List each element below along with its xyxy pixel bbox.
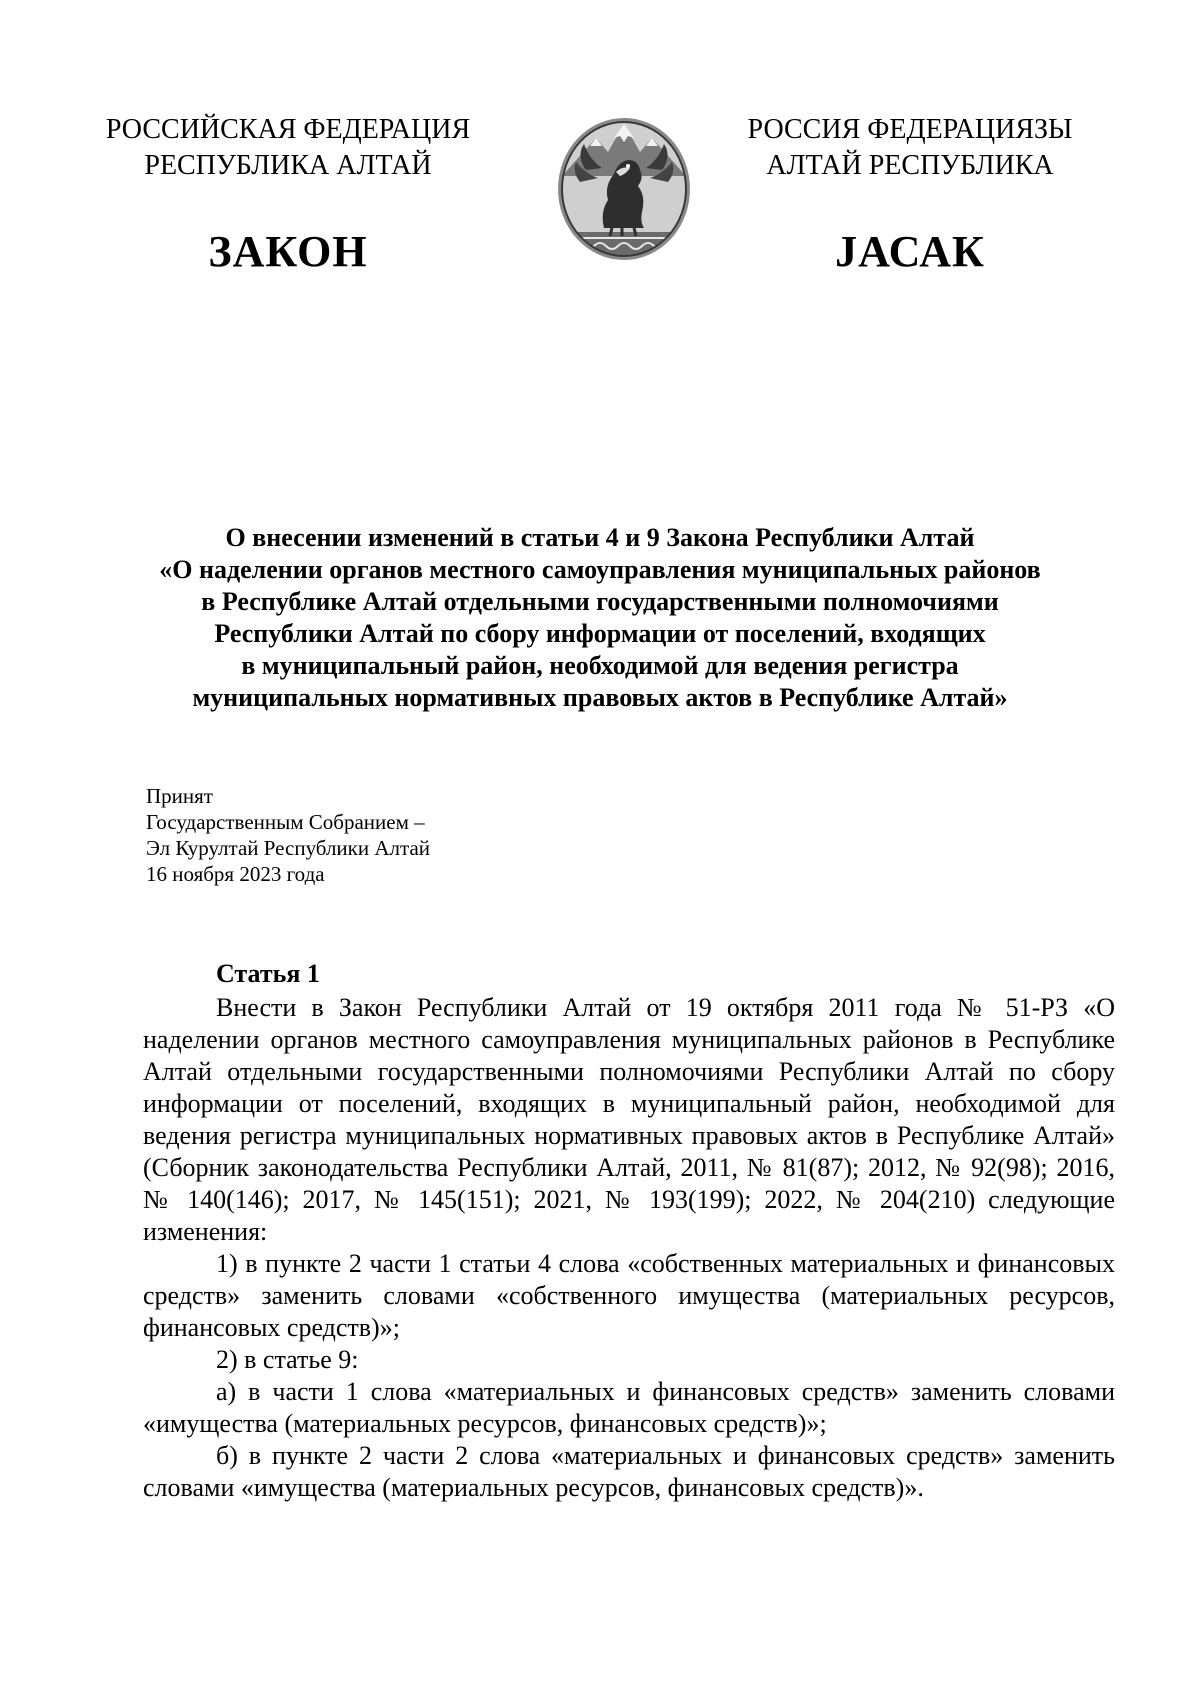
header-altai [700, 112, 1120, 184]
article-heading: Статья 1 [216, 959, 320, 988]
title-line: Республики Алтай по сбору информации от поселений, входящих [214, 619, 986, 648]
law-title [130, 522, 1070, 714]
article-paragraph: 2) в статье 9: [216, 1345, 359, 1374]
header-right-line-1: РОССИЯ ФЕДЕРАЦИЯЗЫ [747, 114, 1073, 145]
coat-of-arms-icon [556, 116, 692, 262]
header-left-line-1: РОССИЙСКАЯ ФЕДЕРАЦИЯ [105, 114, 471, 145]
header-right-line-2: АЛТАЙ РЕСПУБЛИКА [766, 150, 1054, 181]
article-paragraph: Внести в Закон Республики Алтай от 19 октября 2011 года № 51-РЗ «О наделении органов местного самоуправления муниципальных районов в Республике Алтай отдельными государственными полномочиями Республики Алтай по сбору информации от поселений, входящих в муниципальный район, необходимой для ведения регистра муниципальных нормативных правовых актов в Республике Алтай» (Сборник законодательства Республики Алтай, 2011, № 81(87); 2012, № 92(98); 2016, № 140(146); 2017, № 145(151); 2021, № 193(199); 2022, № 204(210) следующие изменения: [143, 993, 1115, 1246]
header-russian [78, 112, 498, 184]
adoption-block [146, 783, 430, 887]
article-body [143, 992, 1115, 1504]
title-line: О внесении изменений в статьи 4 и 9 Закона Республики Алтай [225, 523, 975, 552]
title-line: в Республике Алтай отдельными государственными полномочиями [201, 587, 999, 616]
article-paragraph: б) в пункте 2 части 2 слова «материальных и финансовых средств» заменить словами «имущества (материальных ресурсов, финансовых средств)». [143, 1441, 1115, 1502]
header-left-line-2: РЕСПУБЛИКА АЛТАЙ [144, 150, 432, 181]
adoption-line: Государственным Собранием – [146, 810, 425, 834]
adoption-date: 16 ноября 2023 года [146, 862, 325, 886]
title-line: в муниципальный район, необходимой для ведения регистра [241, 651, 959, 680]
adoption-line: Принят [146, 784, 213, 808]
law-heading-russian: ЗАКОН [208, 227, 368, 276]
adoption-line: Эл Курултай Республики Алтай [146, 836, 431, 860]
law-heading-altai: JАСАК [835, 227, 985, 276]
article-paragraph: а) в части 1 слова «материальных и финансовых средств» заменить словами «имущества (материальных ресурсов, финансовых средств)»; [143, 1377, 1115, 1438]
title-line: муниципальных нормативных правовых актов в Республике Алтай» [192, 683, 1008, 712]
title-line: «О наделении органов местного самоуправления муниципальных районов [159, 555, 1041, 584]
article-paragraph: 1) в пункте 2 части 1 статьи 4 слова «собственных материальных и финансовых средств» заменить словами «собственного имущества (материальных ресурсов, финансовых средств)»; [143, 1249, 1115, 1342]
